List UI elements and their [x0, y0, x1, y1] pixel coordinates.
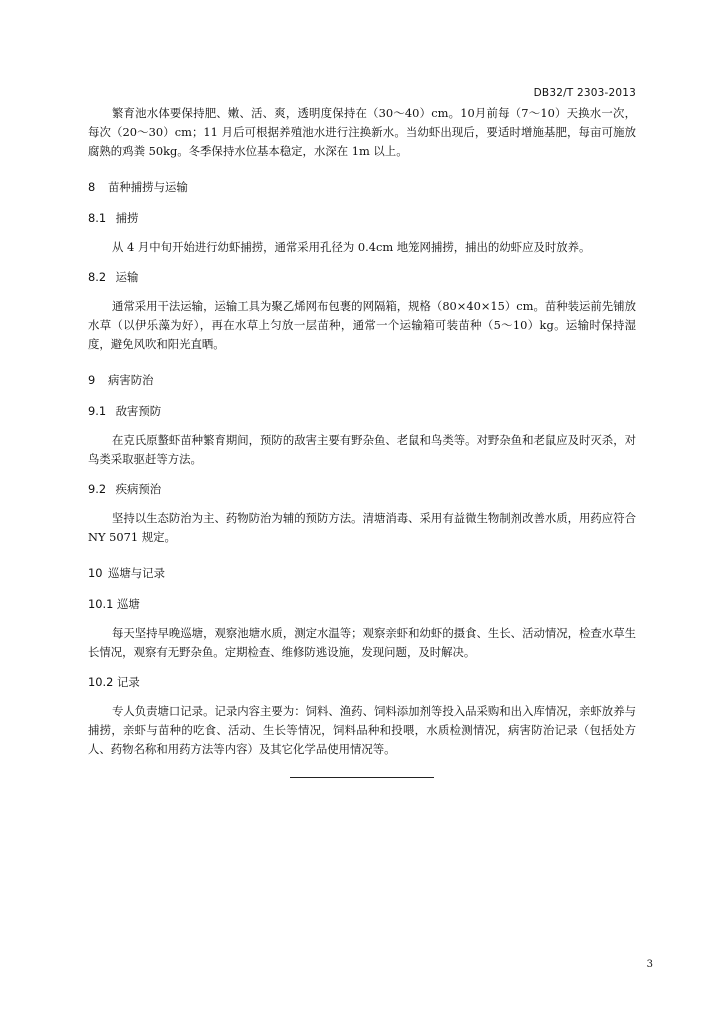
section-title: 巡塘: [117, 597, 140, 611]
section-9-1-heading: [88, 402, 636, 421]
section-title: 病害防治: [108, 373, 154, 387]
section-10-2-heading: [88, 673, 636, 692]
section-number: 10.2: [88, 675, 114, 689]
document-body: [88, 104, 636, 778]
intro-paragraph: 繁育池水体要保持肥、嫩、活、爽，透明度保持在（30～40）cm。10月前每（7～10）天换水一次，每次（20～30）cm；11 月后可根据养殖池水进行注换新水。当幼虾出现后，要适时增施基肥，每亩可施放腐熟的鸡粪 50kg。冬季保持水位基本稳定，水深在 1m 以上。: [88, 106, 636, 158]
section-number: 8: [88, 180, 96, 194]
section-number: 8.2: [88, 270, 107, 284]
section-10-heading: [88, 564, 636, 583]
section-9-heading: [88, 371, 636, 390]
section-8-1-heading: [88, 209, 636, 228]
section-10-1-heading: [88, 595, 636, 614]
section-8-heading: [88, 178, 636, 197]
document-code: DB32/T 2303-2013: [533, 87, 636, 99]
section-10-1-paragraph: 每天坚持早晚巡塘，观察池塘水质，测定水温等；观察亲虾和幼虾的摄食、生长、活动情况，检查水草生长情况，观察有无野杂鱼。定期检查、维修防逃设施，发现问题，及时解决。: [88, 626, 636, 659]
section-10-2-paragraph: 专人负责塘口记录。记录内容主要为：饲料、渔药、饲料添加剂等投入品采购和出入库情况，亲虾放养与捕捞，亲虾与苗种的吃食、活动、生长等情况，饲料品种和投喂，水质检测情况，病害防治记录（包括处方人、药物名称和用药方法等内容）及其它化学品使用情况等。: [88, 704, 636, 756]
section-number: 8.1: [88, 211, 107, 225]
section-title: 疾病预治: [115, 482, 162, 496]
section-title: 巡塘与记录: [108, 566, 165, 580]
section-number: 9: [88, 373, 96, 387]
page-number: 3: [646, 959, 653, 970]
section-title: 运输: [115, 270, 139, 284]
section-number: 10: [88, 566, 103, 580]
section-9-2-heading: [88, 480, 636, 499]
section-9-2-paragraph: 坚持以生态防治为主、药物防治为辅的预防方法。清塘消毒、采用有益微生物制剂改善水质，用药应符合 NY 5071 规定。: [88, 511, 636, 544]
section-8-2-paragraph: 通常采用干法运输，运输工具为聚乙烯网布包裹的网隔箱，规格（80×40×15）cm。苗种装运前先铺放水草（以伊乐藻为好），再在水草上匀放一层苗种，通常一个运输箱可装苗种（5～10）kg。运输时保持湿度，避免风吹和阳光直晒。: [88, 299, 636, 351]
section-number: 9.1: [88, 404, 107, 418]
section-8-1-paragraph: 从 4 月中旬开始进行幼虾捕捞，通常采用孔径为 0.4cm 地笼网捕捞，捕出的幼虾应及时放养。: [111, 240, 591, 254]
section-title: 记录: [117, 675, 140, 689]
section-9-1-paragraph: 在克氏原螯虾苗种繁育期间，预防的敌害主要有野杂鱼、老鼠和鸟类等。对野杂鱼和老鼠应及时灭杀，对鸟类采取驱赶等方法。: [88, 433, 636, 466]
section-title: 捕捞: [115, 211, 139, 225]
end-rule: [290, 777, 434, 778]
section-number: 9.2: [88, 482, 107, 496]
section-title: 苗种捕捞与运输: [108, 180, 188, 194]
section-number: 10.1: [88, 597, 114, 611]
section-title: 敌害预防: [115, 404, 162, 418]
section-8-2-heading: [88, 268, 636, 287]
